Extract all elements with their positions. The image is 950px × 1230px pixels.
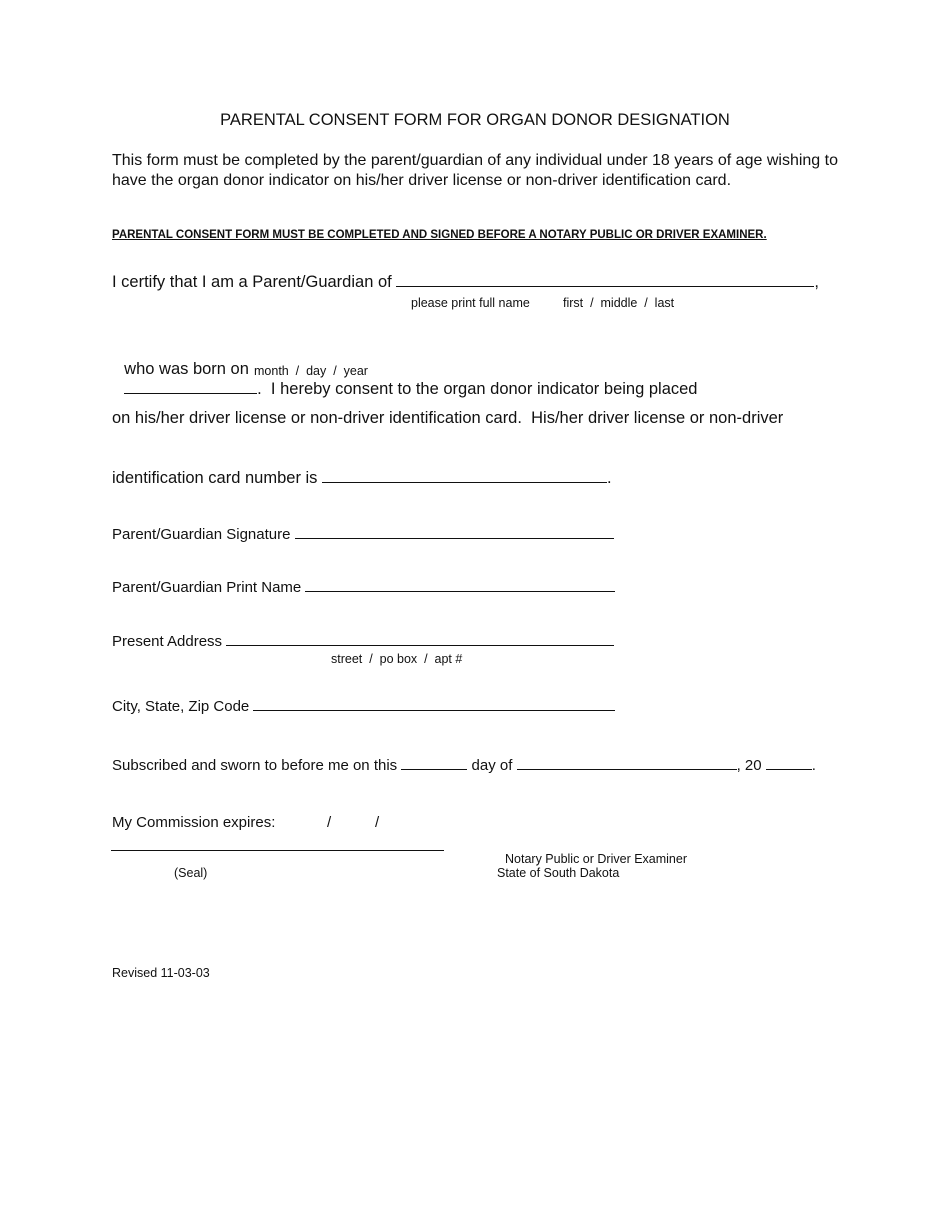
commission-label: My Commission expires: (112, 814, 276, 831)
address-label: Present Address (112, 633, 223, 650)
sworn-prefix: Subscribed and sworn to before me on this (112, 757, 398, 774)
sworn-day-of: day of (471, 757, 513, 774)
commission-slash-2: / (375, 814, 380, 831)
birth-label: who was born on (124, 359, 249, 378)
address-hint: street / po box / apt # (331, 652, 463, 666)
address-field[interactable] (226, 631, 614, 646)
sworn-year-field[interactable] (766, 755, 812, 770)
seal-label: (Seal) (174, 866, 208, 880)
signature-label: Parent/Guardian Signature (112, 526, 291, 543)
commission-slash-1: / (327, 814, 332, 831)
name-hint: please print full name (411, 296, 530, 310)
signature-row (112, 524, 614, 543)
certify-row (112, 272, 819, 292)
consent-statement: . I hereby consent to the organ donor indicator being placed (257, 379, 698, 398)
sworn-suffix: . (811, 757, 816, 774)
intro-paragraph: This form must be completed by the parent/guardian of any individual under 18 years of age wishing to have the organ donor indicator on his/her driver license or non-driver identification card. (112, 152, 838, 189)
city-row (112, 696, 615, 715)
city-label: City, State, Zip Code (112, 698, 250, 715)
notary-title: Notary Public or Driver Examiner (505, 852, 687, 866)
address-row (112, 631, 614, 650)
card-number-row (112, 468, 612, 488)
certify-label: I certify that I am a Parent/Guardian of (112, 273, 392, 291)
minor-name-field[interactable] (396, 272, 814, 287)
revision-date: Revised 11-03-03 (112, 966, 210, 980)
print-name-field[interactable] (305, 577, 615, 592)
birth-row (115, 341, 697, 399)
print-name-row (112, 577, 615, 596)
sworn-year-prefix: , 20 (736, 757, 762, 774)
notary-signature-line[interactable] (111, 850, 444, 851)
sworn-day-field[interactable] (401, 755, 467, 770)
birth-date-field[interactable] (124, 379, 257, 394)
city-state-zip-field[interactable] (253, 696, 615, 711)
name-parts-hint: first / middle / last (563, 296, 675, 310)
license-statement: on his/her driver license or non-driver identification card. His/her driver license or non-driver (112, 409, 784, 427)
notary-state: State of South Dakota (497, 866, 620, 880)
card-number-label: identification card number is (112, 469, 318, 487)
card-number-suffix: . (607, 469, 612, 487)
birth-date-hint: month / day / year (254, 364, 368, 378)
notarization-notice: PARENTAL CONSENT FORM MUST BE COMPLETED AND SIGNED BEFORE A NOTARY PUBLIC OR DRIVER EXAMINER. (112, 229, 767, 241)
sworn-month-field[interactable] (517, 755, 737, 770)
signature-field[interactable] (295, 524, 614, 539)
card-number-field[interactable] (322, 468, 607, 483)
form-title: PARENTAL CONSENT FORM FOR ORGAN DONOR DESIGNATION (220, 111, 730, 129)
print-name-label: Parent/Guardian Print Name (112, 579, 302, 596)
sworn-row (112, 755, 816, 774)
certify-suffix: , (814, 273, 819, 291)
